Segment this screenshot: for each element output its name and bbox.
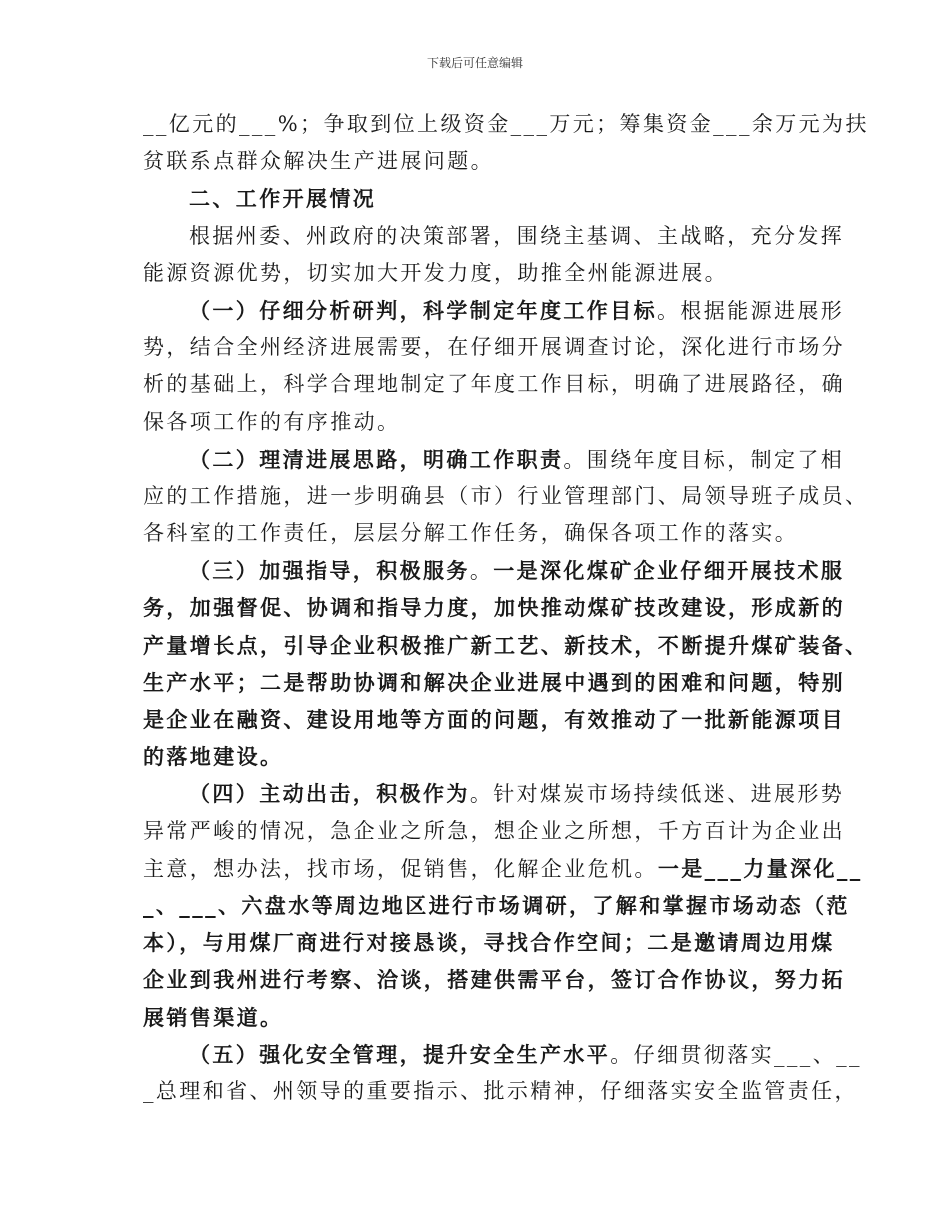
bold-text-run: _、___、六盘水等周边地区进行市场调研，了解和掌握市场动态（范 xyxy=(143,892,850,918)
text-run: 保各项工作的有序推动。 xyxy=(143,409,401,434)
text-line xyxy=(143,999,825,1036)
text-line xyxy=(143,961,845,998)
document-body xyxy=(143,106,869,1110)
text-run: 。仔细贯彻落实___、__ xyxy=(610,1042,862,1067)
text-line xyxy=(143,180,825,217)
bold-text-run: （四）主动出击，积极作为 xyxy=(189,781,470,807)
text-line xyxy=(143,292,845,329)
bold-text-run: 二、工作开展情况 xyxy=(189,186,377,212)
bold-text-run: 本），与用煤厂商进行对接恳谈，寻找合作空间；二是邀请周边用煤 xyxy=(143,930,835,956)
bold-text-run: （五）强化安全管理，提升安全生产水平 xyxy=(189,1041,611,1067)
text-run: __亿元的___%；争取到位上级资金___万元；筹集资金___余万元为扶 xyxy=(143,112,869,136)
bold-text-run: 一是___力量深化__ xyxy=(657,855,863,881)
text-run: 应的工作措施，进一步明确县（市）行业管理部门、局领导班子成员、 xyxy=(143,483,869,508)
text-line xyxy=(143,106,869,143)
text-line xyxy=(143,404,825,441)
text-line xyxy=(143,738,825,775)
text-line xyxy=(143,218,845,255)
text-run: 能源资源优势，切实加大开发力度，助推全州能源进展。 xyxy=(143,260,728,285)
bold-text-run: （二）理清进展思路，明确工作职责 xyxy=(189,446,564,472)
text-line xyxy=(143,850,863,887)
bold-text-run: 生产水平；二是帮助协调和解决企业进展中遇到的困难和问题，特别 xyxy=(143,669,845,695)
text-line xyxy=(143,478,869,515)
text-run: 主意，想办法，找市场，促销售，化解企业危机。 xyxy=(143,856,658,881)
text-run: 析的基础上，科学合理地制定了年度工作目标，明确了进展路径，确 xyxy=(143,372,845,397)
text-line xyxy=(143,664,845,701)
text-line xyxy=(143,924,835,961)
text-run: 各科室的工作责任，层层分解工作任务，确保各项工作的落实。 xyxy=(143,521,799,546)
text-line xyxy=(143,701,845,738)
text-run: 异常严峻的情况，急企业之所急，想企业之所想，千方百计为企业出 xyxy=(143,818,845,843)
text-line xyxy=(143,366,845,403)
text-line xyxy=(143,329,845,366)
text-line xyxy=(143,1073,858,1110)
text-run: 。围绕年度目标，制定了相 xyxy=(563,447,845,472)
text-run: 势，结合全州经济进展需要，在仔细开展调查讨论，深化进行市场分 xyxy=(143,335,845,360)
bold-text-run: （三）加强指导，积极服务 xyxy=(189,558,470,584)
text-line xyxy=(143,143,825,180)
text-line xyxy=(143,515,825,552)
text-line xyxy=(143,552,845,589)
text-line xyxy=(143,627,869,664)
bold-text-run: 企业到我州进行考察、洽谈，搭建供需平台，签订合作协议，努力拓 xyxy=(143,967,845,993)
text-line xyxy=(143,441,845,478)
text-run: _总理和省、州领导的重要指示、批示精神，仔细落实安全监管责任， xyxy=(143,1078,858,1103)
text-line xyxy=(143,255,825,292)
text-run: 。根据能源进展形 xyxy=(657,298,845,323)
text-line xyxy=(143,1036,862,1073)
bold-text-run: 一是深化煤矿企业仔细开展技术服 xyxy=(493,558,845,584)
bold-text-run: （一）仔细分析研判，科学制定年度工作目标 xyxy=(189,297,657,323)
page-header: 下载后可任意编辑 xyxy=(426,56,523,70)
bold-text-run: 产量增长点，引导企业积极推广新工艺、新技术，不断提升煤矿装备、 xyxy=(143,632,869,658)
text-run: 根据州委、州政府的决策部署，围绕主基调、主战略，充分发挥 xyxy=(189,223,845,248)
text-run: 。针对煤炭市场持续低迷、进展形势 xyxy=(469,782,845,807)
text-line xyxy=(143,589,845,626)
text-run: 贫联系点群众解决生产进展问题。 xyxy=(143,149,494,174)
bold-text-run: 务，加强督促、协调和指导力度，加快推动煤矿技改建设，形成新的 xyxy=(143,595,845,621)
text-line xyxy=(143,887,850,924)
bold-text-run: 展销售渠道。 xyxy=(143,1004,284,1030)
text-run: 。 xyxy=(469,559,494,584)
text-line xyxy=(143,775,845,812)
bold-text-run: 是企业在融资、建设用地等方面的问题，有效推动了一批新能源项目 xyxy=(143,707,845,732)
text-line xyxy=(143,813,845,850)
bold-text-run: 的落地建设。 xyxy=(143,744,284,770)
